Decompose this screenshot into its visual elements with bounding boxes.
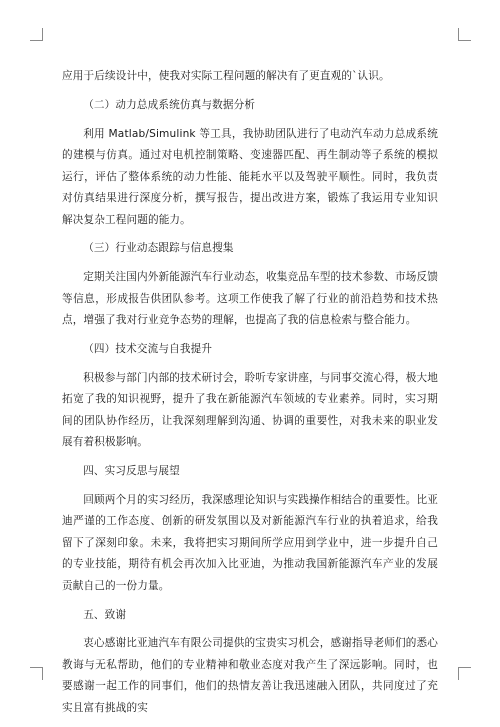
paragraph-simulation: 利用 Matlab/Simulink 等工具，我协助团队进行了电动汽车动力总成系统的建模与仿真。通过对电机控制策略、变速器匹配、再生制动等子系统的模拟运行，评估了整体系统的动力性能、能耗水平以及驾驶平顺性。同时，我负责对仿真结果进行深度分析，撰写报告，提出改进方案，锻炼了我运用专业知识解决复杂工程问题的能力。 (62, 127, 438, 226)
paragraph-industry-tracking: 定期关注国内外新能源汽车行业动态，收集竞品车型的技术参数、市场反馈等信息，形成报告供团队参考。这项工作使我了解了行业的前沿趋势和技术热点，增强了我对行业竞争态势的理解，也提高了我的信息检索与整合能力。 (62, 271, 438, 327)
document-body (62, 66, 438, 727)
section-heading-reflection: 四、实习反思与展望 (83, 465, 180, 478)
page-corner-mark-top-left (30, 28, 43, 41)
page-corner-mark-bottom-right (458, 667, 471, 680)
paragraph-reflection: 回顾两个月的实习经历，我深感理论知识与实践操作相结合的重要性。比亚迪严谨的工作态度、创新的研发氛围以及对新能源汽车行业的执着追求，给我留下了深刻印象。未来，我将把实习期间所学应用到学业中，进一步提升自己的专业技能，期待有机会再次加入比亚迪，为推动我国新能源汽车产业的发展贡献自己的一份力量。 (62, 493, 438, 592)
page-corner-mark-top-right (458, 28, 471, 41)
section-heading-acknowledgement: 五、致谢 (83, 608, 127, 621)
page-corner-mark-bottom-left (30, 667, 43, 680)
section-heading-industry-tracking: （三）行业动态跟踪与信息搜集 (83, 242, 234, 255)
section-heading-tech-exchange: （四）技术交流与自我提升 (83, 342, 213, 355)
paragraph-tech-exchange: 积极参与部门内部的技术研讨会，聆听专家讲座，与同事交流心得，极大地拓宽了我的知识视野，提升了我在新能源汽车领域的专业素养。同时，实习期间的团队协作经历，让我深刻理解到沟通、协调的重要性，对我未来的职业发展有着积极影响。 (62, 371, 438, 449)
paragraph-continuation: 应用于后续设计中，使我对实际工程问题的解决有了更直观的`认识。 (62, 70, 390, 82)
section-heading-simulation: （二）动力总成系统仿真与数据分析 (83, 98, 256, 111)
paragraph-acknowledgement: 衷心感谢比亚迪汽车有限公司提供的宝贵实习机会，感谢指导老师们的悉心教诲与无私帮助，他们的专业精神和敬业态度对我产生了深远影响。同时，也要感谢一起工作的同事们，他们的热情友善让我迅速融入团队，共同度过了充实且富有挑战的实 (62, 637, 438, 714)
